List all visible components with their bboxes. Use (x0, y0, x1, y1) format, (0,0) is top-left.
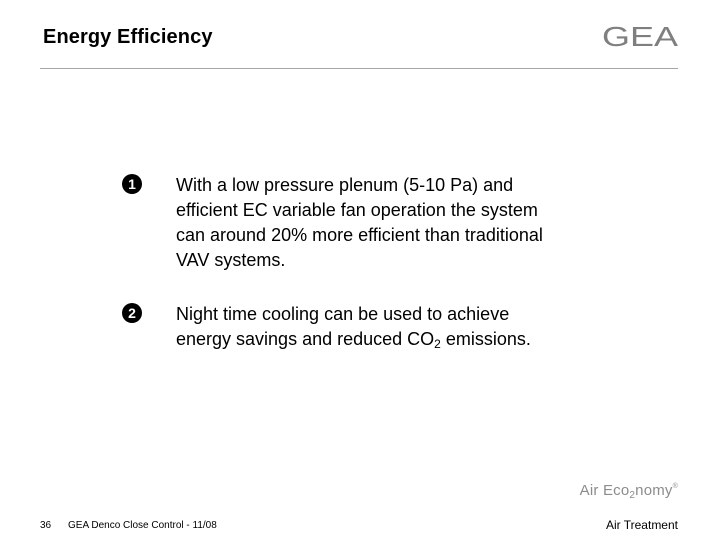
slide-title: Energy Efficiency (43, 26, 213, 48)
brand-registered-mark: ® (672, 483, 678, 490)
point-2-text (176, 302, 556, 352)
point-2-text-before: Night time cooling can be used to achieve energy savings and reduced CO (176, 304, 510, 349)
bullet-marker-1: 1 (122, 174, 142, 194)
point-2-text-after: emissions. (440, 329, 531, 349)
point-2-subscript: 2 (434, 337, 441, 351)
slide-number: 36 (40, 520, 52, 531)
footer-right-text: Air Treatment (605, 518, 678, 532)
gea-logo-text: GEA (602, 21, 679, 50)
brand-before: Air Eco (579, 482, 630, 499)
brand-after: nomy (635, 482, 673, 499)
air-economy-logo (580, 482, 678, 499)
bullet-marker-2: 2 (122, 303, 142, 323)
header-divider (40, 68, 678, 69)
footer-left-text: GEA Denco Close Control - 11/08 (68, 520, 217, 531)
point-1-text: With a low pressure plenum (5-10 Pa) and efficient EC variable fan operation the system can around 20% more efficient than traditional VAV systems. (176, 175, 543, 270)
brand-subscript: 2 (629, 490, 636, 501)
gea-logo (600, 20, 680, 50)
